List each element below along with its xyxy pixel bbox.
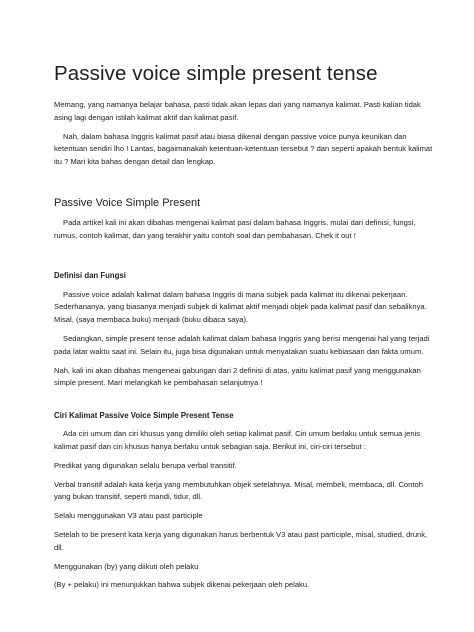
ciri-paragraph-1: Ada ciri umum dan ciri khusus yang dimiliki oleh setiap kalimat pasif. Ciri umum berlaku untuk semua jenis kalimat pasif dan ciri khusus hanya berlaku untuk sebagian saja. Berikut ini, ciri-ciri tersebut : (54, 429, 421, 451)
document-title: Passive voice simple present tense (54, 62, 378, 85)
ciri-paragraph-6: Menggunakan (by) yang diikuti oleh pelaku (54, 561, 199, 571)
definisi-paragraph-2: Sedangkan, simple present tense adalah kalimat dalam bahasa Inggris yang berisi mengenai hal yang terjadi pada latar waktu saat ini. Selain itu, juga bisa digunakan untuk menyatakan suatu kebiasaan dan fakta umum. (54, 333, 430, 356)
definisi-paragraph-3: Nah, kali ini akan dibahas mengeneai gabungan dari 2 definisi di atas, yaitu kalimat pasif yang menggunakan simple present. Mari melangkah ke pembahasan selanjutnya ! (54, 365, 421, 388)
section1-paragraph: Pada artikel kali ini akan dibahas mengenai kalimat pasi dalam bahasa Inggris, mulai dari definisi, fungsi, rumus, contoh kalimat, dan yang terakhir yaitu contoh soal dan pembahasan. Chek it out ! (54, 217, 416, 240)
ciri-paragraph-4: Selalu menggunakan V3 atau past participle (54, 511, 203, 521)
ciri-paragraph-5: Setelah to be present kata kerja yang digunakan harus berbentuk V3 atau past participle, misal, studied, drunk, dll. (54, 529, 428, 552)
ciri-paragraph-7: (By + pelaku) ini menunjukkan bahwa subjek dikenai pekerjaan oleh pelaku. (54, 580, 310, 590)
section-heading-passive-voice: Passive Voice Simple Present (54, 196, 201, 209)
ciri-paragraph-2: Predikat yang digunakan selalu berupa verbal transitif. (54, 460, 237, 470)
section-heading-ciri: Ciri Kalimat Passive Voice Simple Present Tense (54, 411, 234, 421)
ciri-paragraph-3: Verbal transitif adalah kata kerja yang membutuhkan objek setelahnya. Misal, membeli, membaca, dll. Contoh yang bukan transitif, seperti mandi, tidur, dll. (54, 479, 423, 502)
intro-paragraph-1: Memang, yang namanya belajar bahasa, pasti tidak akan lepas dari yang namanya kalimat. Pasti kalian tidak asing lagi dengan istilah kalimat aktif dan kalimat pasif. (54, 100, 421, 122)
section-heading-definisi: Definisi dan Fungsi (54, 270, 126, 280)
intro-paragraph-2: Nah, dalam bahasa Inggris kalimat pasif atau biasa dikenal dengan passive voice punya keunikan dan ketentuan sendiri lho ! Lantas, bagaimanakah ketentuan-ketentuan tersebut ? dan seperti apakah bentuk kalimat itu ? Mari kita bahas dengan detail dan lengkap. (54, 131, 433, 167)
definisi-paragraph-1: Passive voice adalah kalimat dalam bahasa Inggris di mana subjek pada kalimat itu dikenai pekerjaan. Sederhananya, yang biasanya menjadi subjek di kalimat aktif menjadi objek pada kalimat pasif dan sebaliknya. Misal, (saya membaca buku) menjadi (buku dibaca saya). (54, 289, 427, 325)
